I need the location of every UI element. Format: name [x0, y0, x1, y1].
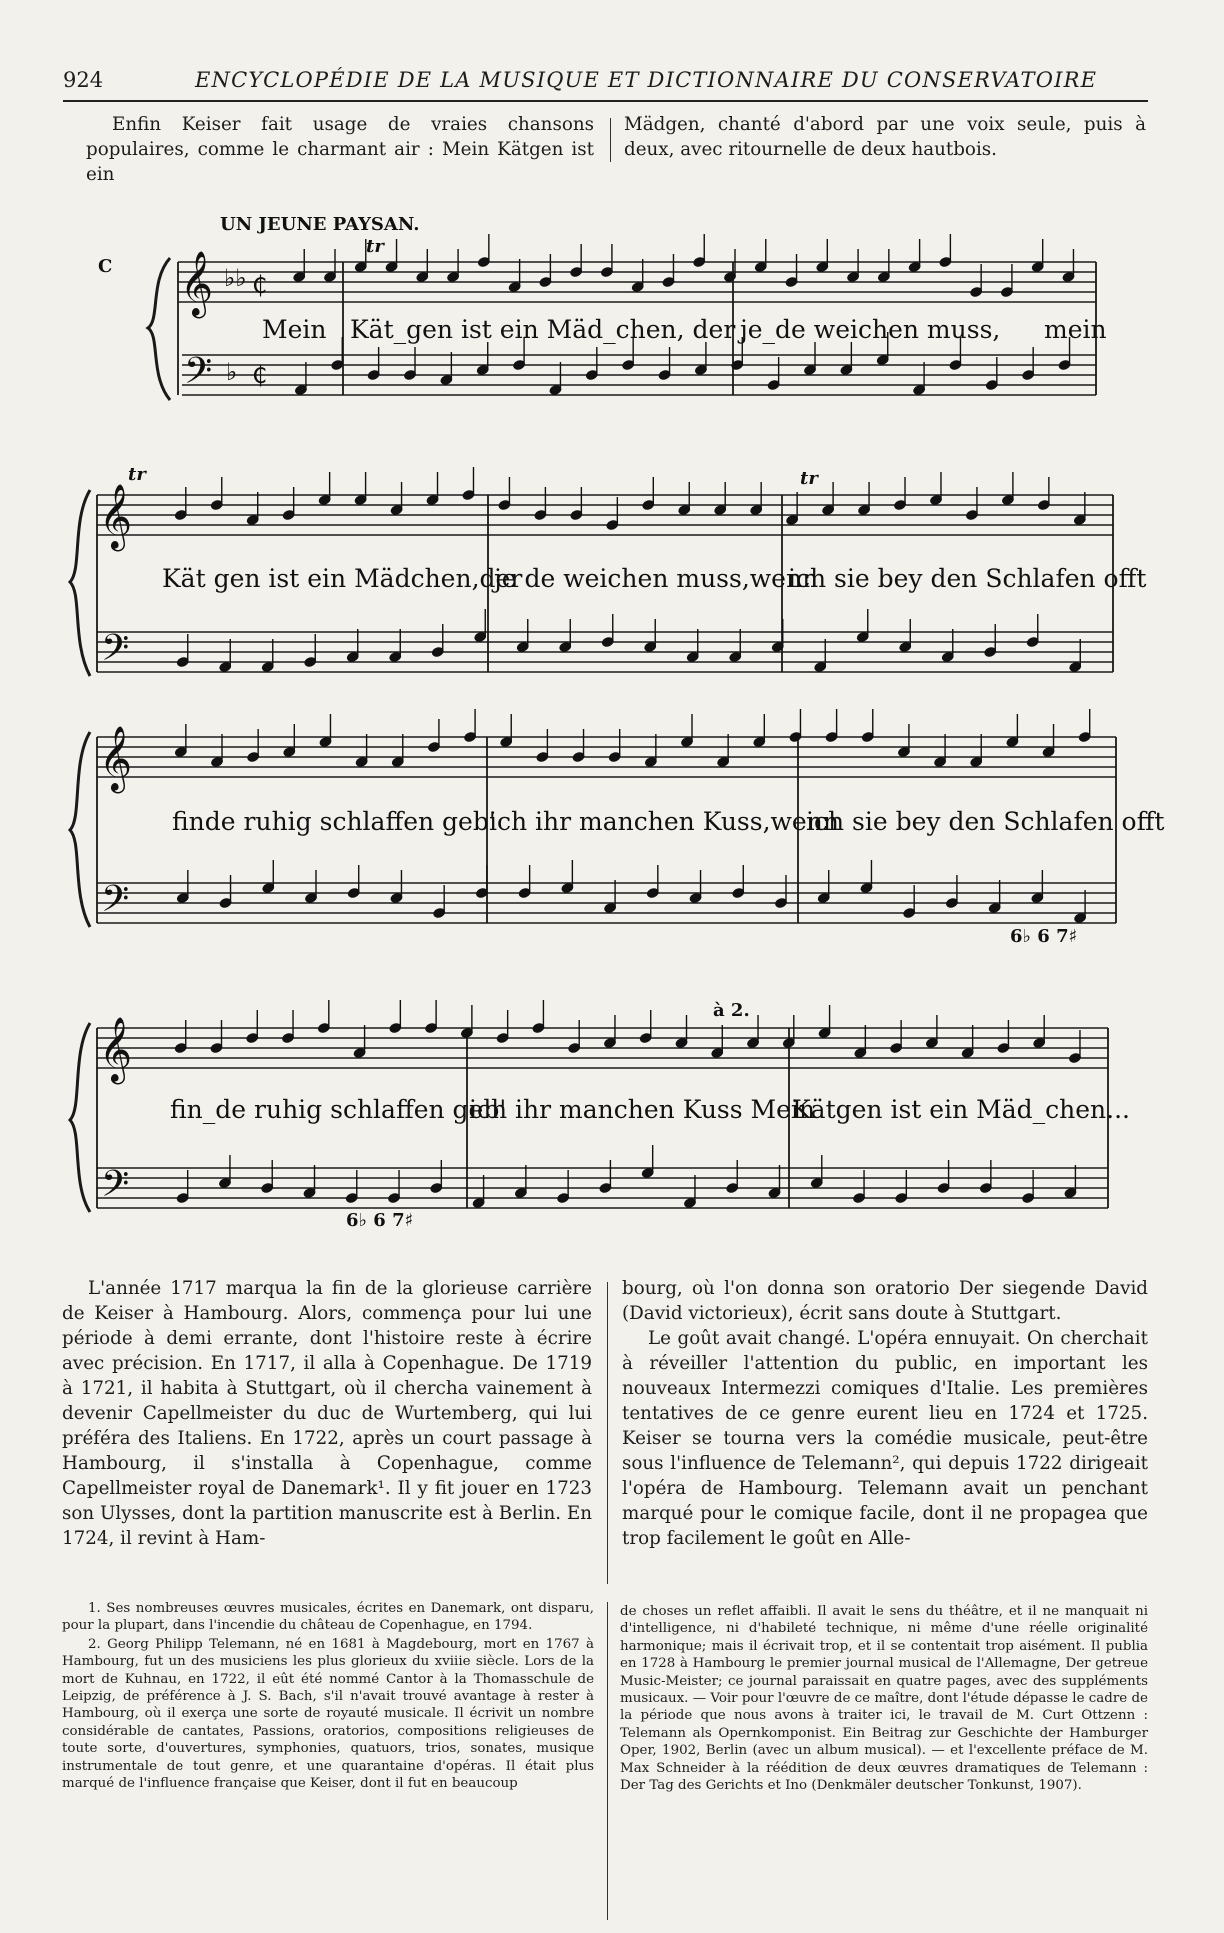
time-signature-icon: ₵ [252, 271, 268, 299]
page-number: 924 [63, 68, 104, 92]
lyric-s4-m1: fin_de ruhig schlaffen geb' [170, 1095, 507, 1124]
lyric-s4-m3: Kätgen ist ein Mäd_chen... [792, 1095, 1130, 1124]
lyric-s3-m3: ich sie bey den Schlafen offt [806, 807, 1165, 836]
bass-clef-icon: 𝄢 [101, 1163, 130, 1214]
header-rule [63, 100, 1148, 102]
trill-mark: tr [128, 464, 146, 485]
music-score [0, 190, 1224, 1250]
intro-column-divider [610, 118, 611, 162]
key-signature-flats: ♭ [226, 358, 238, 386]
intro-right-column [624, 112, 1146, 162]
body-left-column [62, 1276, 592, 1551]
lyric-s3-m2: ich ihr manchen Kuss,wenn [489, 807, 839, 836]
lyric-s1-m2: Kät_gen ist ein Mäd_chen, der [350, 315, 736, 344]
a-deux-mark: à 2. [713, 1000, 750, 1021]
footnote-2-continued: de choses un reflet affaibli. Il avait le sens du théâtre, et il ne manquait ni d'intelligence, ni d'habileté technique, ni même d'une réelle originalité harmonique; mais il écrivait trop, et il se contentait trop aisément. Il publia en 1728 à Hambourg le premier journal musical de l'Allemagne, Der getreue Music-Meister; ce journal paraissait en quatre pages, avec des suppléments musicaux. — Voir pour l'œuvre de ce maître, dont l'étude dépasse le cadre de la période que nous avons à traiter ici, le travail de M. Curt Ottzenn : Telemann als Opernkomponist. Ein Beitrag zur Geschichte der Hamburger Oper, 1902, Berlin (avec un album musical). — et l'excellente préface de M. Max Schneider à la réédition de deux œuvres dramatiques de Telemann : Der Tag des Gerichts et Ino (Denkmäler deutscher Tonkunst, 1907). [620, 1604, 1148, 1794]
bass-clef-icon: 𝄢 [101, 627, 130, 678]
intro-left-column [86, 112, 594, 187]
lyric-s4-m2: ich ihr manchen Kuss Mein [469, 1095, 816, 1124]
lyric-s2-m2: je de weichen muss,wenn [494, 564, 819, 593]
body-right-column [622, 1276, 1148, 1551]
lyric-s3-m1: finde ruhig schlaffen geb' [172, 807, 496, 836]
column-divider [607, 1282, 608, 1584]
footnotes-right [620, 1603, 1148, 1795]
treble-clef-icon: 𝄞 [99, 1017, 133, 1082]
trill-mark: tr [800, 468, 818, 489]
time-signature-icon: ₵ [252, 361, 268, 389]
lyric-s1-m1: Mein [262, 315, 327, 344]
key-signature-flats: ♭♭ [224, 264, 247, 292]
running-title: ENCYCLOPÉDIE DE LA MUSIQUE ET DICTIONNAIRE DU CONSERVATOIRE [195, 68, 1098, 92]
lyric-s2-m3: ich sie bey den Schlafen offt [788, 564, 1147, 593]
bass-clef-icon: 𝄢 [101, 878, 130, 929]
body-right-text-1: bourg, où l'on donna son oratorio Der siegende David (David victorieux), écrit sans doute à Stuttgart. [622, 1278, 1148, 1324]
lyric-s1-m3: je_de weichen muss, [740, 315, 1001, 344]
score-heading: UN JEUNE PAYSAN. [220, 214, 420, 235]
footnote-2: 2. Georg Philipp Telemann, né en 1681 à Magdebourg, mort en 1767 à Hambourg, fut un des musiciens les plus glorieux du xviiie siècle. Lors de la mort de Kuhnau, en 1722, il eût été nommé Cantor à la Thomasschule de Leipzig, de préférence à J. S. Bach, s'il n'avait trouvé avantage à rester à Hambourg, où il exerça une sorte de royauté musicale. Il écrivit un nombre considérable de cantates, Passions, oratorios, compositions religieuses de toute sorte, d'ouvertures, symphonies, quatuors, trios, sonates, musique instrumentale de tout genre, et une quarantaine d'opéras. Il était plus marqué de l'influence française que Keiser, dont il fut en beaucoup [62, 1636, 594, 1792]
intro-right-text: Mädgen, chanté d'abord par une voix seule, puis à deux, avec ritournelle de deux hautbois. [624, 114, 1146, 160]
treble-clef-icon: 𝄞 [99, 726, 133, 791]
body-left-text: L'année 1717 marqua la fin de la glorieuse carrière de Keiser à Hambourg. Alors, commença pour lui une période à demi errante, dont l'histoire reste à écrire avec précision. En 1717, il alla à Copenhague. De 1719 à 1721, il habita à Stuttgart, où il chercha vainement à devenir Capellmeister du duc de Wurtemberg, qui lui préféra des Italiens. En 1722, après un court passage à Hambourg, il s'installa à Copenhague, comme Capellmeister royal de Danemark¹. Il y fit jouer en 1723 son Ulysses, dont la partition manuscrite est à Berlin. En 1724, il revint à Ham- [62, 1278, 592, 1549]
footnotes-left [62, 1600, 594, 1793]
bass-clef-icon: 𝄢 [184, 350, 213, 401]
lyric-s1-m4: mein [1044, 315, 1107, 344]
lyric-s2-m1: Kät gen ist ein Mädchen,der [162, 564, 523, 593]
note-heads [174, 234, 1092, 1209]
figured-bass-1: 6♭ 6 7♯ [1010, 926, 1078, 947]
trill-mark: tr [366, 236, 384, 257]
figured-bass-2: 6♭ 6 7♯ [346, 1210, 414, 1231]
footnote-column-divider [607, 1602, 608, 1920]
treble-clef-icon: 𝄞 [180, 251, 214, 316]
body-right-text-2: Le goût avait changé. L'opéra ennuyait. On cherchait à réveiller l'attention du public, en important les nouveaux Intermezzi comiques d'Italie. Les premières tentatives de ce genre eurent lieu en 1724 et 1725. Keiser se tourna vers la comédie musicale, peut-être sous l'influence de Telemann², qui depuis 1722 dirigeait l'opéra de Hambourg. Telemann avait un penchant marqué pour le comique facile, dont il ne propagea que trop facilement le goût en Alle- [622, 1328, 1148, 1549]
intro-left-text: Enfin Keiser fait usage de vraies chansons populaires, comme le charmant air : Mein Kätgen ist ein [86, 114, 594, 185]
mark-c: C [98, 256, 113, 277]
treble-clef-icon: 𝄞 [99, 484, 133, 549]
footnote-1: 1. Ses nombreuses œuvres musicales, écrites en Danemark, ont disparu, pour la plupart, dans l'incendie du château de Copenhague, en 1794. [62, 1601, 594, 1634]
